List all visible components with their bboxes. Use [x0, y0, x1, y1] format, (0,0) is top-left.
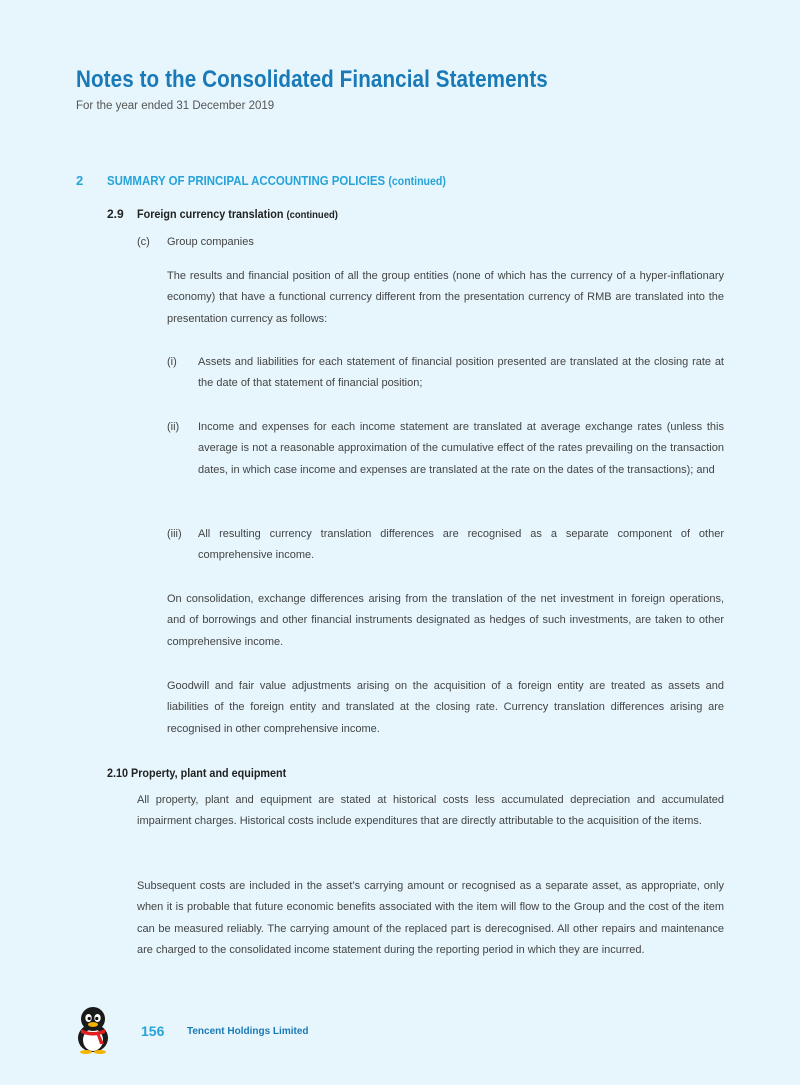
- section-continued: (continued): [388, 174, 446, 188]
- section-heading: [107, 173, 446, 188]
- section-number: 2: [76, 173, 84, 188]
- consolidation-paragraph: On consolidation, exchange differences arising from the translation of the net investment in foreign operations, and of borrowings and other financial instruments designated as hedges of such investments, are taken to other comprehensive income.: [167, 593, 724, 648]
- company-name: Tencent Holdings Limited: [187, 1026, 309, 1037]
- penguin-icon: [73, 1006, 113, 1054]
- page-number: 156: [141, 1023, 165, 1039]
- page-title: Notes to the Consolidated Financial Statements: [76, 66, 548, 93]
- item-i-text: Assets and liabilities for each statement of financial position presented are translated at the closing rate at the date of that statement of financial position;: [198, 356, 724, 390]
- item-ii-text: Income and expenses for each income statement are translated at average exchange rates (unless this average is not a reasonable approximation of the cumulative effect of the rates prevailing on the transaction dates, in which case income and expenses are translated at the rate on the dates of the transactions); and: [198, 421, 724, 476]
- ppe-paragraph-2: Subsequent costs are included in the asset’s carrying amount or recognised as a separate asset, as appropriate, only when it is probable that future economic benefits associated with the item will flow to the Group and the cost of the item can be measured reliably. The carrying amount of the replaced part is derecognised. All other repairs and maintenance are charged to the consolidated income statement during the reporting period in which they are incurred.: [137, 880, 724, 957]
- intro-paragraph: The results and financial position of all the group entities (none of which has the currency of a hyper-inflationary economy) that have a functional currency different from the presentation currency of RMB are translated into the presentation currency as follows:: [167, 270, 724, 325]
- section-title: SUMMARY OF PRINCIPAL ACCOUNTING POLICIES: [107, 173, 386, 188]
- subsection-heading: [137, 207, 338, 221]
- subsection-title: Foreign currency translation: [137, 207, 284, 221]
- item-c-title: Group companies: [167, 236, 254, 248]
- item-iii-text: All resulting currency translation differences are recognised as a separate component of other comprehensive income.: [198, 528, 724, 562]
- goodwill-paragraph: Goodwill and fair value adjustments arising on the acquisition of a foreign entity are treated as assets and liabilities of the foreign entity and translated at the closing rate. Currency translation differences arising are recognised in other comprehensive income.: [167, 680, 724, 735]
- item-c-label: (c): [137, 236, 150, 248]
- item-ii-label: (ii): [167, 421, 180, 433]
- subsection-2-10-title: 2.10 Property, plant and equipment: [107, 766, 287, 780]
- subsection-number: 2.9: [107, 207, 124, 221]
- item-iii-label: (iii): [167, 528, 182, 540]
- ppe-paragraph-1: All property, plant and equipment are stated at historical costs less accumulated depreciation and accumulated impairment charges. Historical costs include expenditures that are directly attributable to the acquisition of the items.: [137, 794, 724, 828]
- subsection-continued: (continued): [286, 209, 338, 221]
- page-subtitle: For the year ended 31 December 2019: [76, 100, 275, 112]
- item-i-label: (i): [167, 356, 177, 368]
